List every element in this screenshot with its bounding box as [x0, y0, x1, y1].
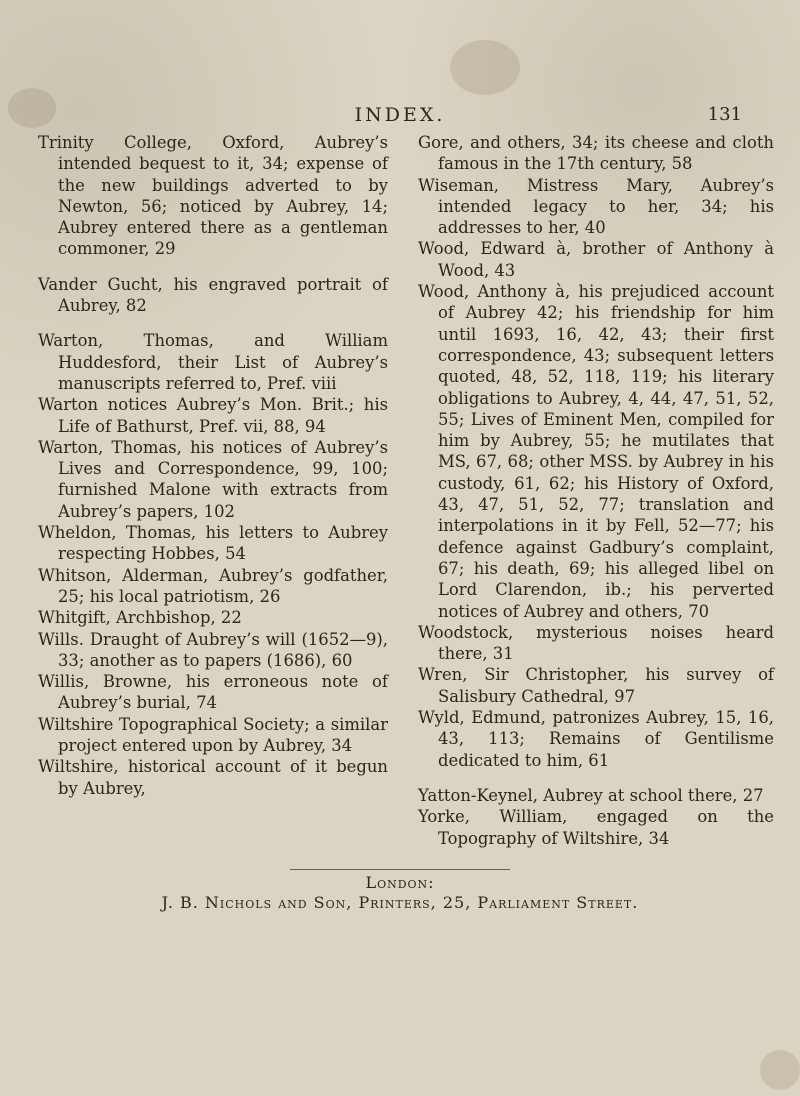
index-entry: Wyld, Edmund, patronizes Aubrey, 15, 16, 43, 113; Remains of Gentilisme dedicated to him, 61 — [418, 708, 774, 770]
index-entry: Whitson, Alderman, Aubrey’s godfather, 25; his local patriotism, 26 — [38, 565, 388, 606]
index-entry: Wiseman, Mistress Mary, Aubrey’s intended legacy to her, 34; his addresses to her, 40 — [418, 175, 774, 238]
index-entry: Wood, Anthony à, his prejudiced account of Aubrey 42; his friendship for him until 1693, 16, 42, 43; their first correspondence, 43; subsequent letters quoted, 48, 52, 118, 119; his literary obligations to Aubrey, 4, 44, 47, 51, 52, 55; Lives of Eminent Men, compiled for him by Aubrey, 55; he mutilates that MS, 67, 68; other MSS. by Aubrey in his custody, 61, 62; his History of Oxford, 43, 47, 51, 52, 77; translation and interpolations in it by Fell, 52—77; his defence against Gadbury’s complaint, 67; his death, 69; his alleged libel on Lord Clarendon, ib.; his perverted notices of Aubrey and others, 70 — [418, 282, 774, 621]
page-header — [0, 104, 800, 132]
index-entry: Willis, Browne, his erroneous note of Aubrey’s burial, 74 — [38, 672, 388, 713]
index-entry: Wheldon, Thomas, his letters to Aubrey respecting Hobbes, 54 — [38, 523, 388, 564]
index-entry: Wiltshire, historical account of it begun by Aubrey, — [38, 757, 388, 798]
index-entry: Whitgift, Archbishop, 22 — [38, 608, 242, 628]
index-entry: Warton, Thomas, and William Huddesford, their List of Aubrey’s manuscripts referred to, Pref. viii — [38, 331, 388, 393]
foxing-stain — [450, 40, 520, 95]
index-entry: Yorke, William, engaged on the Topography of Wiltshire, 34 — [418, 807, 774, 848]
index-entry: Gore, and others, 34; its cheese and cloth famous in the 17th century, 58 — [418, 133, 774, 174]
index-entry: Vander Gucht, his engraved portrait of Aubrey, 82 — [38, 274, 388, 316]
index-entry: Warton, Thomas, his notices of Aubrey’s Lives and Correspondence, 99, 100; furnished Malone with extracts from Aubrey’s papers, 102 — [38, 437, 388, 521]
page-number: 131 — [707, 104, 742, 125]
index-entry: Wiltshire Topographical Society; a similar project entered upon by Aubrey, 34 — [38, 714, 388, 756]
imprint-printer: J. B. Nichols and Son, Printers, 25, Parliament Street. — [161, 893, 639, 912]
left-column — [38, 132, 388, 799]
index-entry: Wood, Edward à, brother of Anthony à Wood, 43 — [418, 239, 774, 280]
right-column — [418, 132, 774, 849]
index-entry: Wren, Sir Christopher, his survey of Salisbury Cathedral, 97 — [418, 665, 774, 706]
index-entry: Wills. Draught of Aubrey’s will (1652—9), 33; another as to papers (1686), 60 — [38, 629, 388, 670]
index-entry: Yatton-Keynel, Aubrey at school there, 27 — [418, 785, 764, 805]
footer-rule — [290, 869, 510, 870]
page-title: INDEX. — [354, 104, 446, 126]
imprint-city: London: — [365, 873, 435, 892]
foxing-stain — [760, 1050, 800, 1090]
index-entry: Trinity College, Oxford, Aubrey’s intended bequest to it, 34; expense of the new buildings adverted to by Newton, 56; noticed by Aubrey, 14; Aubrey entered there as a gentleman commoner, 29 — [38, 133, 388, 259]
index-entry: Warton notices Aubrey’s Mon. Brit.; his Life of Bathurst, Pref. vii, 88, 94 — [38, 395, 388, 436]
index-entry: Woodstock, mysterious noises heard there, 31 — [418, 622, 774, 664]
